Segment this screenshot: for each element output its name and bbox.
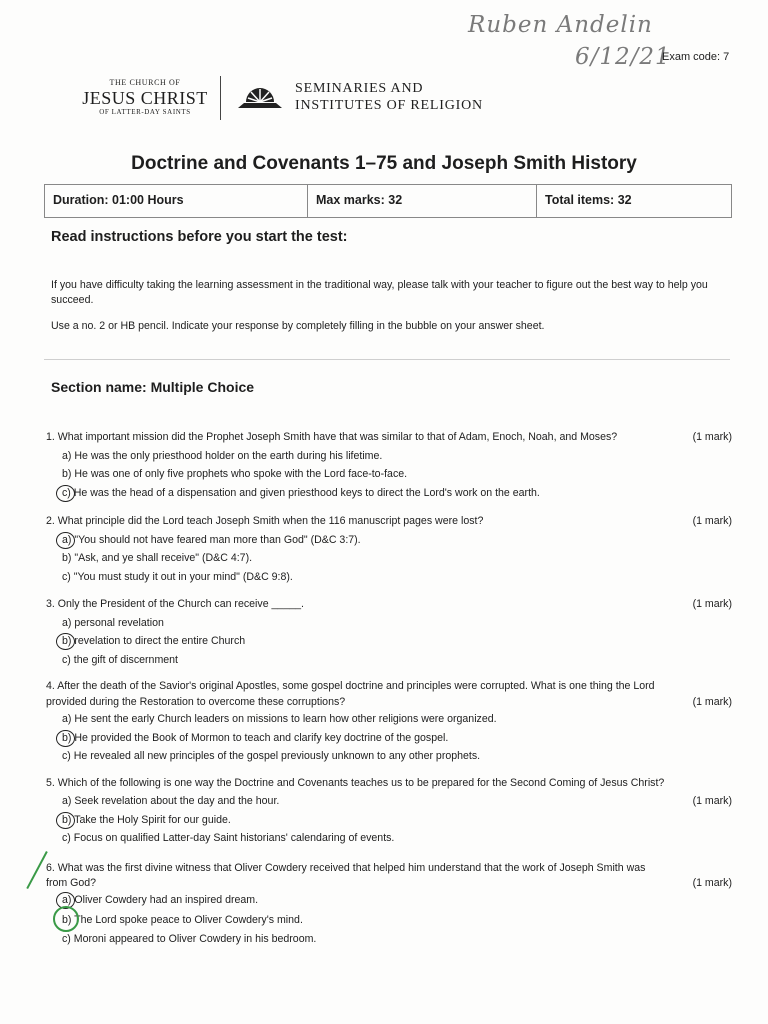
option-c: c) He revealed all new principles of the gospel previously unknown to any other prophets. <box>62 750 481 762</box>
max-marks-label: Max marks: 32 <box>307 185 536 217</box>
page-title: Doctrine and Covenants 1–75 and Joseph Smith History <box>131 153 637 174</box>
question-1 <box>46 428 732 502</box>
option-a: a) personal revelation <box>62 616 164 629</box>
question-2 <box>46 512 732 586</box>
option-a-selected: a) "You should not have feared man more than God" (D&C 3:7). <box>46 531 732 550</box>
option-c: c) "You must study it out in your mind" (D&C 9:8). <box>62 570 293 583</box>
option-a: a) He sent the early Church leaders on missions to learn how other religions were organized. <box>62 713 497 725</box>
question-stem-line2: from God? <box>46 877 97 889</box>
question-mark: (1 mark) <box>692 696 732 708</box>
question-3 <box>46 595 732 669</box>
instructions-para-2: Use a no. 2 or HB pencil. Indicate your response by completely filling in the bubble on your answer sheet. <box>51 320 545 332</box>
question-stem-line1: 4. After the death of the Savior's original Apostles, some gospel doctrine and principles were corrupted. What is one thing the Lord <box>46 680 655 692</box>
option-c: c) Focus on qualified Latter-day Saint historians' calendaring of events. <box>62 832 395 844</box>
handwritten-name: Ruben Andelin <box>468 12 653 38</box>
question-stem-line1: 6. What was the first divine witness that Oliver Cowdery received that helped him understand that the work of Joseph Smith was <box>46 862 646 874</box>
correct-answer-circle <box>53 906 79 932</box>
question-mark: (1 mark) <box>692 795 732 807</box>
question-5 <box>46 775 732 848</box>
question-mark: (1 mark) <box>692 877 732 889</box>
question-stem: 2. What principle did the Lord teach Joseph Smith when the 116 manuscript pages were lost? <box>46 515 484 527</box>
option-a: a) Seek revelation about the day and the hour. <box>62 795 280 807</box>
instructions-para-1: If you have difficulty taking the learning assessment in the traditional way, please talk with your teacher to figure out the best way to help you succeed. <box>51 279 708 306</box>
incorrect-mark <box>26 851 47 889</box>
church-logo-line3: OF LATTER-DAY SAINTS <box>99 108 191 116</box>
option-b: b) "Ask, and ye shall receive" (D&C 4:7). <box>62 552 253 564</box>
option-b-selected: b) Take the Holy Spirit for our guide. <box>46 811 732 830</box>
logo-divider <box>220 76 221 120</box>
handwritten-date: 6/12/21 <box>575 44 671 70</box>
exam-meta-box <box>44 184 732 218</box>
question-stem: 1. What important mission did the Prophet Joseph Smith have that was similar to that of Adam, Enoch, Noah, and Moses? <box>46 431 618 443</box>
option-b-selected: b) He provided the Book of Mormon to teach and clarify key doctrine of the gospel. <box>46 729 732 748</box>
option-b-selected: b) revelation to direct the entire Church <box>46 632 732 651</box>
question-4 <box>46 678 732 766</box>
question-stem: 5. Which of the following is one way the Doctrine and Covenants teaches us to be prepared for the Second Coming of Jesus Christ? <box>46 777 665 789</box>
question-mark: (1 mark) <box>692 431 732 443</box>
section-name: Section name: Multiple Choice <box>51 379 255 395</box>
exam-code: Exam code: 7 <box>662 51 730 63</box>
seminaries-logo-line1: SEMINARIES AND <box>295 81 424 96</box>
option-c-selected: c) He was the head of a dispensation and given priesthood keys to direct the Lord's work on the earth. <box>46 484 732 503</box>
question-stem: 3. Only the President of the Church can receive _____. <box>46 598 304 610</box>
instructions-heading: Read instructions before you start the test: <box>51 229 348 245</box>
seminaries-logo-line2: INSTITUTES OF RELIGION <box>295 98 483 113</box>
question-mark: (1 mark) <box>692 515 732 527</box>
total-items-label: Total items: 32 <box>536 185 731 217</box>
question-6 <box>46 861 732 950</box>
question-mark: (1 mark) <box>692 598 732 610</box>
option-b: b) He was one of only five prophets who spoke with the Lord face-to-face. <box>62 468 408 480</box>
duration-label: Duration: 01:00 Hours <box>53 193 184 207</box>
church-logo-line1: THE CHURCH OF <box>109 78 181 87</box>
question-stem-line2: provided during the Restoration to overcome these corruptions? <box>46 696 346 708</box>
church-logo <box>82 79 208 116</box>
option-c: c) the gift of discernment <box>62 653 178 666</box>
option-a: a) He was the only priesthood holder on the earth during his lifetime. <box>62 449 383 462</box>
sunrise-icon <box>236 84 284 110</box>
option-a-selected: a) Oliver Cowdery had an inspired dream. <box>46 891 732 911</box>
seminaries-logo <box>295 80 483 114</box>
option-c: c) Moroni appeared to Oliver Cowdery in his bedroom. <box>62 933 317 945</box>
church-logo-line2: JESUS CHRIST <box>82 88 208 108</box>
section-divider <box>44 359 730 360</box>
option-b-correct: b) The Lord spoke peace to Oliver Cowdery's mind. <box>62 913 303 926</box>
